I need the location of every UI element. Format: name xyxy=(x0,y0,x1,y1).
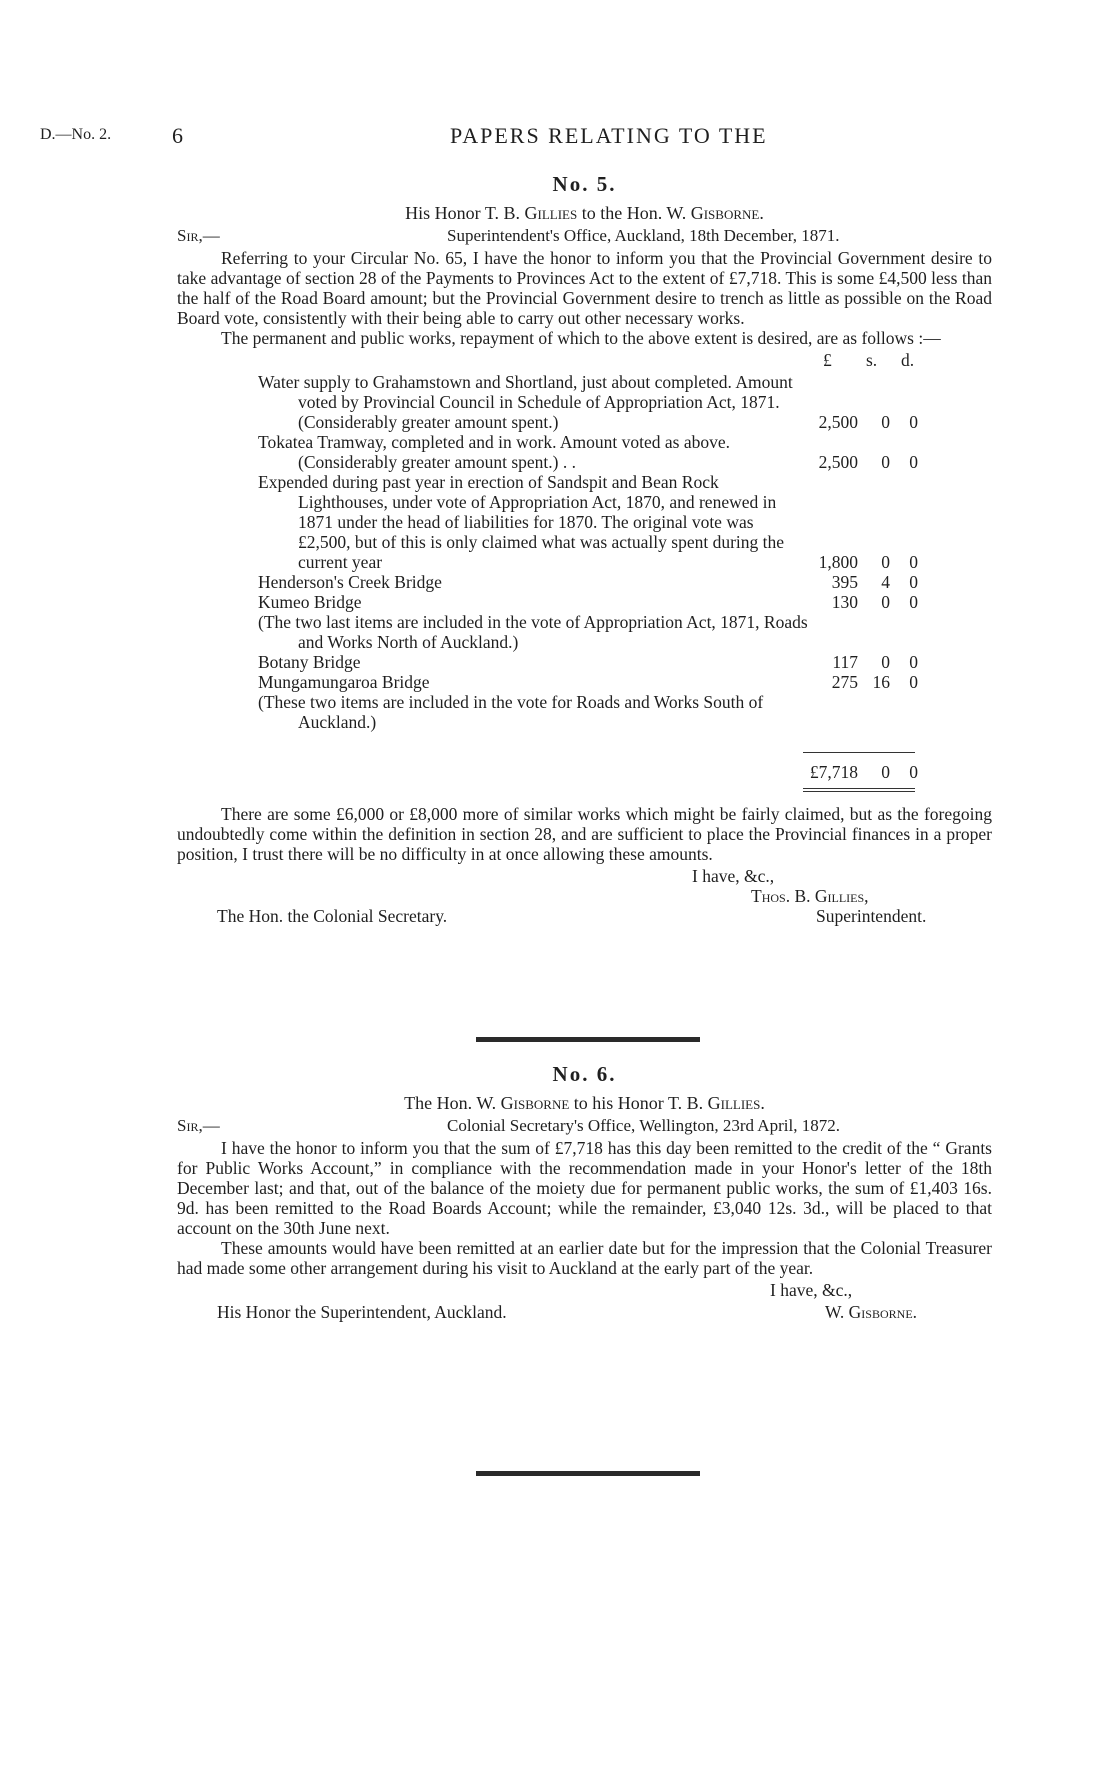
amount-pence: 0 xyxy=(909,592,918,612)
total-bottom-rule xyxy=(803,788,915,789)
total-top-rule xyxy=(803,752,915,753)
amount-pence: 0 xyxy=(909,452,918,472)
subtitle-part: . xyxy=(760,1093,765,1113)
signer-title: Superintendent. xyxy=(816,906,927,926)
letter-5 xyxy=(177,172,992,928)
signer xyxy=(825,1302,917,1322)
table-row xyxy=(258,592,918,612)
sender-name: Gisborne xyxy=(500,1093,570,1113)
salutation-row xyxy=(177,1116,992,1138)
signer-prefix: W. xyxy=(825,1302,849,1322)
amount-pounds: 2,500 xyxy=(818,452,858,472)
item-description: Water supply to Grahamstown and Shortland, just about completed. Amount voted by Provincial Council in Schedule of Appropriation Act, 1871. (Considerably greater amount spent.) xyxy=(258,372,793,432)
amount-shillings: 0 xyxy=(881,592,890,612)
recipient-name: Gillies xyxy=(707,1093,761,1113)
total-amount xyxy=(808,762,918,782)
sender-address: Superintendent's Office, Auckland, 18th December, 1871. xyxy=(447,226,840,245)
closing: I have, &c., xyxy=(770,1280,853,1300)
paragraph: I have the honor to inform you that the sum of £7,718 has this day been remitted to the credit of the “ Grants for Public Works Account,” in compliance with the recommendation made in your Honor's letter of the 18th December last; and that, out of the balance of the moiety due for permanent public works, the sum of £1,403 16s. 9d. has been remitted to the Road Boards Account; while the remainder, £3,040 12s. 3d., will be placed to that account on the 30th June next. xyxy=(177,1138,992,1238)
item-description: Mungamungaroa Bridge xyxy=(258,672,430,692)
total-bottom-rule xyxy=(803,791,915,792)
paragraph: There are some £6,000 or £8,000 more of similar works which might be fairly claimed, but as the foregoing undoubtedly come within the definition in section 28, and are sufficient to place the Provincial finances in a proper position, I trust there will be no difficulty in at once allowing these amounts. xyxy=(177,804,992,864)
amount-pence: 0 xyxy=(909,552,918,572)
amount-shillings: 0 xyxy=(881,652,890,672)
closing: I have, &c., xyxy=(692,866,775,886)
amount-shillings: 4 xyxy=(881,572,890,592)
table-row xyxy=(258,432,918,472)
works-table-header xyxy=(258,350,918,372)
letter-subtitle xyxy=(177,203,992,224)
column-header-pence: d. xyxy=(901,350,915,370)
item-description: Kumeo Bridge xyxy=(258,592,362,612)
total-pence: 0 xyxy=(909,762,918,782)
table-row xyxy=(258,652,918,672)
document-reference: D.—No. 2. xyxy=(40,126,112,143)
total-shillings: 0 xyxy=(881,762,890,782)
subtitle-part: . xyxy=(759,203,764,223)
item-amount xyxy=(808,412,918,432)
amount-pounds: 275 xyxy=(831,672,858,692)
addressee: The Hon. the Colonial Secretary. xyxy=(217,906,448,926)
table-total xyxy=(258,762,918,786)
item-description: Expended during past year in erection of Sandspit and Bean Rock Lighthouses, under vote of Appropriation Act, 1870, and renewed in 1871 under the head of liabilities for 1870. The original vote was £2,500, but of this is only claimed what was actually spent during the current year xyxy=(258,472,785,572)
amount-shillings: 16 xyxy=(872,672,890,692)
subtitle-part: The Hon. W. xyxy=(404,1093,501,1113)
item-description: Tokatea Tramway, completed and in work. Amount voted as above. (Considerably greater amount spent.) . . xyxy=(258,432,730,472)
item-description: Henderson's Creek Bridge xyxy=(258,572,442,592)
subtitle-part: to the Hon. W. xyxy=(577,203,691,223)
item-amount xyxy=(808,672,918,692)
letter-6 xyxy=(177,1062,992,1342)
amount-pence: 0 xyxy=(909,412,918,432)
letter-number: No. 5. xyxy=(552,172,617,196)
item-description: Botany Bridge xyxy=(258,652,361,672)
amount-pounds: 1,800 xyxy=(818,552,858,572)
subtitle-part: His Honor T. B. xyxy=(405,203,525,223)
item-note: (The two last items are included in the vote of Appropriation Act, 1871, Roads and Works North of Auckland.) xyxy=(258,612,808,652)
signer-punct: , xyxy=(864,886,869,906)
signature-block xyxy=(177,864,992,928)
signer xyxy=(751,886,869,906)
item-amount xyxy=(808,572,918,592)
salutation: Sir,— xyxy=(177,226,220,245)
paragraph: The permanent and public works, repayment of which to the above extent is desired, are as follows :— xyxy=(221,328,941,348)
works-table xyxy=(258,350,918,786)
item-amount xyxy=(808,652,918,672)
page-header xyxy=(40,123,1040,153)
recipient-name: Gisborne xyxy=(690,203,760,223)
signer-prefix: Thos. B. xyxy=(751,886,815,906)
paragraph: Referring to your Circular No. 65, I have the honor to inform you that the Provincial Government desire to take advantage of section 28 of the Payments to Provinces Act to the extent of £7,718. This is some £4,500 less than the half of the Road Board amount; but the Provincial Government desire to trench as little as possible on the Road Board vote, consistently with their being able to carry out other necessary works. xyxy=(177,248,992,328)
letter-subtitle xyxy=(177,1093,992,1114)
table-row xyxy=(258,472,918,572)
sender-name: Gillies xyxy=(524,203,578,223)
table-note xyxy=(258,692,918,732)
signer-punct: . xyxy=(912,1302,918,1322)
amount-pounds: 395 xyxy=(831,572,858,592)
table-row xyxy=(258,672,918,692)
item-amount xyxy=(808,592,918,612)
amount-shillings: 0 xyxy=(881,552,890,572)
item-note: (These two items are included in the vote for Roads and Works South of Auckland.) xyxy=(258,692,764,732)
separator-rule xyxy=(476,1037,700,1042)
column-header-shillings: s. xyxy=(866,350,878,370)
signer-name: Gisborne xyxy=(848,1302,913,1322)
page-number: 6 xyxy=(172,123,184,148)
paragraph: These amounts would have been remitted at an earlier date but for the impression that the Colonial Treasurer had made some other arrangement during his visit to Auckland at the early part of the year. xyxy=(177,1238,992,1278)
amount-pounds: 130 xyxy=(831,592,858,612)
column-header-pounds: £ xyxy=(823,350,832,370)
salutation-row xyxy=(177,226,992,248)
amount-pounds: 117 xyxy=(832,652,858,672)
amount-pence: 0 xyxy=(909,672,918,692)
separator-rule xyxy=(476,1471,700,1476)
item-amount xyxy=(808,552,918,572)
addressee: His Honor the Superintendent, Auckland. xyxy=(217,1302,507,1322)
amount-pence: 0 xyxy=(909,572,918,592)
total-pounds: £7,718 xyxy=(809,762,858,782)
table-note xyxy=(258,612,918,652)
total-amount-row xyxy=(258,762,918,782)
amount-pounds: 2,500 xyxy=(818,412,858,432)
table-row xyxy=(258,372,918,432)
running-title: PAPERS RELATING TO THE xyxy=(450,123,768,148)
table-row xyxy=(258,572,918,592)
amount-pence: 0 xyxy=(909,652,918,672)
item-amount xyxy=(808,452,918,472)
salutation: Sir,— xyxy=(177,1116,220,1135)
amount-shillings: 0 xyxy=(881,452,890,472)
letter-number: No. 6. xyxy=(552,1062,617,1086)
sender-address: Colonial Secretary's Office, Wellington, 23rd April, 1872. xyxy=(447,1116,840,1135)
signer-name: Gillies xyxy=(814,886,865,906)
amount-shillings: 0 xyxy=(881,412,890,432)
signature-block xyxy=(177,1278,992,1342)
subtitle-part: to his Honor T. B. xyxy=(569,1093,708,1113)
